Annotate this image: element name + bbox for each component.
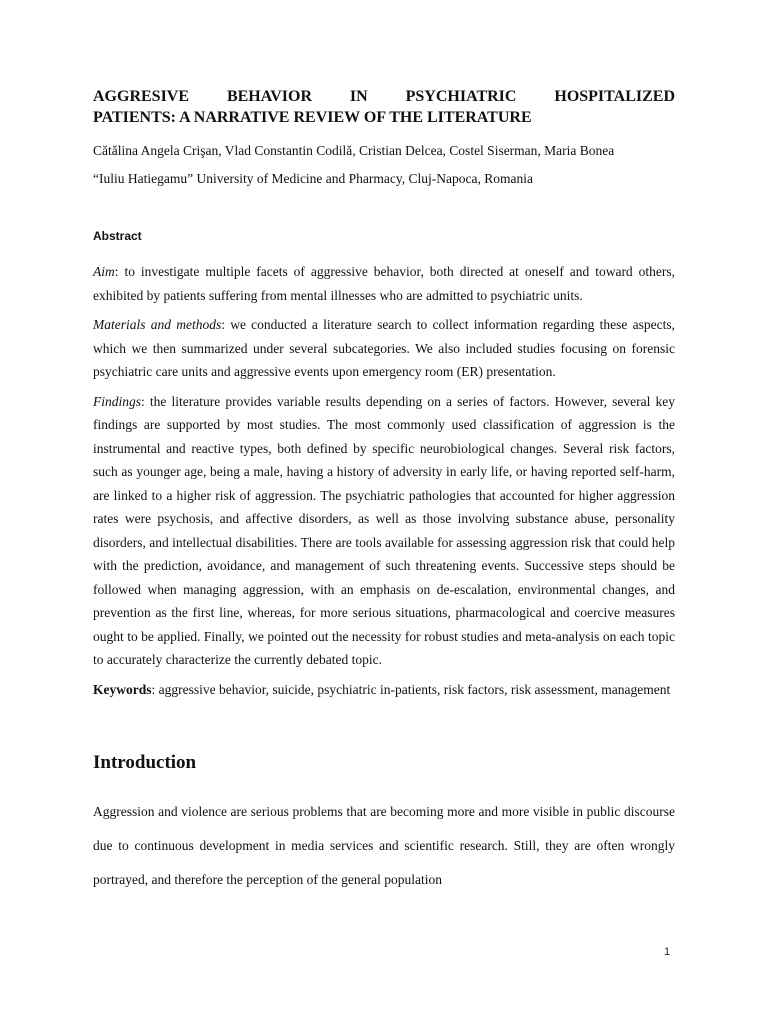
author-list: Cătălina Angela Crişan, Vlad Constantin Codilă, Cristian Delcea, Costel Siserman, Maria Bonea	[93, 143, 615, 158]
introduction-body: Aggression and violence are serious problems that are becoming more and more visible in public discourse due to continuous development in media services and scientific research. Still, they are often wrongly portrayed, and therefore the perception of the general population	[93, 804, 675, 887]
findings-text: : the literature provides variable results depending on a series of factors. However, several key findings are supported by most studies. The most commonly used classification of aggression is the instrumental and reactive types, both defined by specific neurobiological changes. Several risk factors, such as younger age, being a male, having a history of adversity in early life, or having reported self-harm, are linked to a higher risk of aggression. The psychiatric pathologies that accounted for higher aggression rates were psychosis, and affective disorders, as well as those involving substance abuse, personality disorders, and intellectual disabilities. There are tools available for assessing aggression risk that could help with the prediction, avoidance, and management of such threatening events. Successive steps should be followed when managing aggression, with an emphasis on de-escalation, environmental changes, and prevention as the first line, whereas, for more serious situations, pharmacological and coercive measures ought to be applied. Finally, we pointed out the necessity for robust studies and meta-analysis on each topic to accurately characterize the currently debated topic.	[93, 393, 675, 667]
methods-label: Materials and methods	[93, 317, 222, 332]
abstract-methods	[93, 313, 675, 384]
abstract-heading: Abstract	[93, 229, 142, 243]
aim-label: Aim	[93, 264, 115, 279]
page-number: 1	[664, 946, 671, 958]
aim-text: : to investigate multiple facets of aggressive behavior, both directed at oneself and toward others, exhibited by patients suffering from mental illnesses who are admitted to psychiatric units.	[93, 264, 675, 303]
introduction-heading: Introduction	[93, 752, 197, 773]
abstract-findings	[93, 390, 675, 672]
keywords-label: Keywords	[93, 681, 152, 697]
affiliation: “Iuliu Hatiegamu” University of Medicine and Pharmacy, Cluj-Napoca, Romania	[93, 171, 533, 186]
paper-page	[93, 86, 675, 911]
title-line-2: PATIENTS: A NARRATIVE REVIEW OF THE LITERATURE	[93, 109, 532, 126]
paper-title	[93, 86, 675, 128]
keywords-text: : aggressive behavior, suicide, psychiatric in-patients, risk factors, risk assessment, management	[151, 681, 671, 697]
abstract-keywords	[93, 678, 675, 702]
findings-label: Findings	[93, 393, 142, 409]
title-line-1: AGGRESIVE BEHAVIOR IN PSYCHIATRIC HOSPITALIZED	[93, 88, 675, 105]
methods-text: : we conducted a literature search to collect information regarding these aspects, which we then summarized under several subcategories. We also included studies focusing on forensic psychiatric care units and aggressive events upon emergency room (ER) presentation.	[93, 317, 675, 379]
abstract-aim	[93, 260, 675, 307]
